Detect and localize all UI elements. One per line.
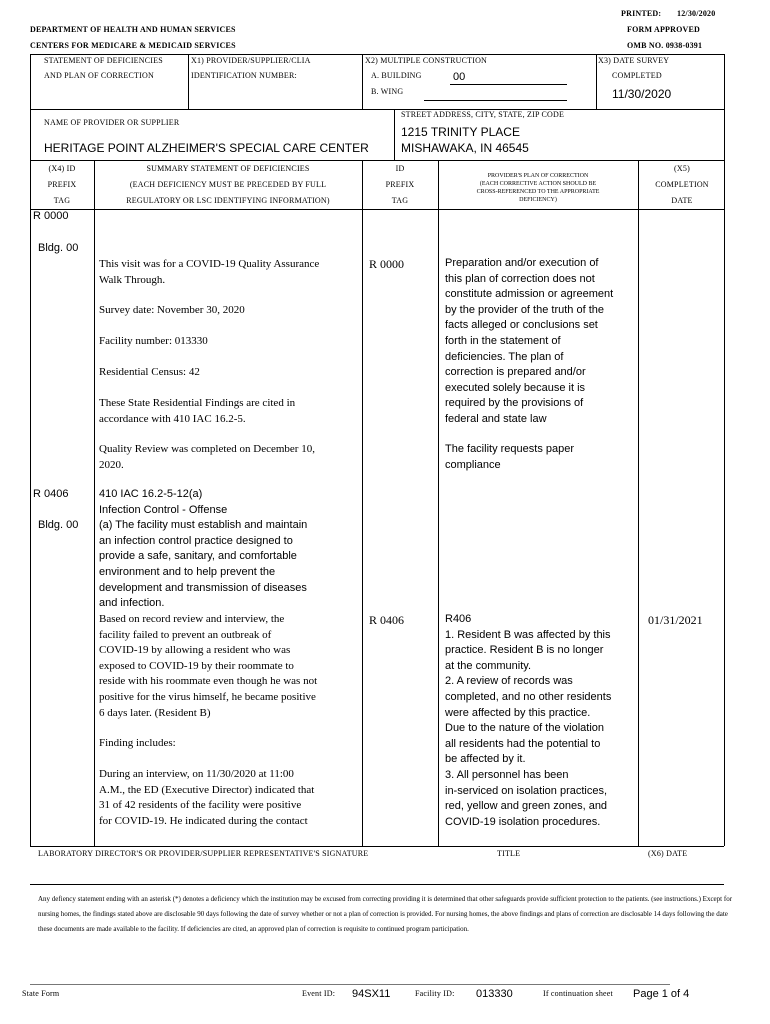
building-underline	[450, 84, 567, 85]
summary-para: This visit was for a COVID-19 Quality Assurance Walk Through.	[99, 258, 320, 286]
x1-label: X1) PROVIDER/SUPPLIER/CLIA	[191, 56, 311, 65]
summary-para: During an interview, on 11/30/2020 at 11:00 A.M., the ED (Executive Director) indicated that 31 of 42 residents of the facility were positive for COVID-19. He indicated during the contact	[99, 768, 315, 827]
tag-r0000: R 0000	[33, 210, 69, 222]
x3-label: X3) DATE SURVEY	[598, 56, 670, 65]
completed-label: COMPLETED	[612, 71, 662, 80]
regulation-text: 410 IAC 16.2-5-12(a) Infection Control - Offense (a) The facility must establish and maintain an infection control practice designed to provide a safe, sanitary, and comfortable environment and to help prevent the development and transmission of diseases and infection.	[99, 488, 308, 610]
department-name: DEPARTMENT OF HEALTH AND HUMAN SERVICES	[30, 25, 236, 34]
plan-header: PROVIDER'S PLAN OF CORRECTION	[487, 173, 589, 179]
rule	[30, 209, 724, 210]
address-city: MISHAWAKA, IN 46545	[401, 141, 529, 155]
building-value: 00	[453, 71, 466, 83]
omb-number: OMB NO. 0938-0391	[627, 41, 703, 50]
id-header: ID	[395, 164, 405, 173]
id-tag-header: TAG	[391, 196, 409, 205]
plan-subheader: (EACH CORRECTIVE ACTION SHOULD BE	[479, 181, 597, 187]
summary-para: Facility number: 013330	[99, 335, 208, 347]
disclaimer-text: Any defiency statement ending with an asterisk (*) denotes a deficiency which the institution may be excused from correcting providing it is determined that other safeguards provide sufficient protection to the patients. (see instructions.) Except for nursing homes, the findings stated above are disclosable 90 days following the date of survey whether or not a plan of correction is provided. For nursing homes, the above findings and plans of correction are disclosable 14 days following the date these documents are made available to the facility. If deficiencies are cited, an approved plan of correction is requisite to continued program participation.	[38, 895, 733, 933]
building-label: A. BUILDING	[371, 71, 422, 80]
rule	[30, 884, 724, 885]
x4-tag-header: TAG	[53, 196, 71, 205]
rule	[188, 54, 189, 109]
summary-para: These State Residential Findings are cited in accordance with 410 IAC 16.2-5.	[99, 397, 296, 425]
address-label: STREET ADDRESS, CITY, STATE, ZIP CODE	[401, 110, 565, 119]
summary-para: Finding includes:	[99, 737, 176, 749]
id-tag-r0406: R 0406	[369, 613, 405, 627]
rule	[30, 54, 724, 55]
completion-date: 01/31/2021	[648, 613, 703, 627]
rule	[94, 160, 95, 846]
date-label: (X6) DATE	[648, 849, 688, 858]
rule	[362, 160, 363, 846]
building-tag: Bldg. 00	[38, 519, 79, 531]
state-form-label: State Form	[22, 989, 60, 998]
rule	[30, 54, 31, 160]
date-header: DATE	[671, 196, 693, 205]
rule	[638, 160, 639, 846]
statement-label: STATEMENT OF DEFICIENCIES	[44, 56, 163, 65]
rule	[30, 109, 724, 110]
rule	[30, 160, 724, 161]
rule	[596, 54, 597, 109]
rule	[438, 160, 439, 846]
plan-block-2: R406 1. Resident B was affected by this practice. Resident B is no longer at the community. 2. A review of records was completed, and no other residents were affected by this practice. Due to the nature of the violation all residents had the potential to be affected by it. 3. All personnel has been in-serviced on isolation practices, red, yellow and green zones, and COVID-19 isolation procedures.	[445, 613, 612, 828]
summary-subheader: REGULATORY OR LSC IDENTIFYING INFORMATION)	[126, 196, 330, 205]
page-number: Page 1 of 4	[633, 988, 690, 1000]
survey-date-value: 11/30/2020	[612, 87, 672, 101]
facility-id-value: 013330	[476, 988, 513, 1000]
title-label: TITLE	[497, 849, 521, 858]
provider-name: HERITAGE POINT ALZHEIMER'S SPECIAL CARE CENTER	[44, 141, 369, 155]
printed-date: 12/30/2020	[677, 9, 716, 18]
summary-para: Survey date: November 30, 2020	[99, 304, 245, 316]
summary-para: Residential Census: 42	[99, 366, 200, 378]
summary-header: SUMMARY STATEMENT OF DEFICIENCIES	[146, 164, 310, 173]
wing-label: B. WING	[371, 87, 404, 96]
x5-header: (X5)	[674, 164, 690, 173]
rule	[30, 846, 724, 847]
event-id-value: 94SX11	[352, 988, 391, 1000]
form-approved: FORM APPROVED	[627, 25, 701, 34]
building-tag: Bldg. 00	[38, 242, 79, 254]
plan-para: Preparation and/or execution of this plan of correction does not constitute admission or agreement by the provider of the truth of the facts alleged or conclusions set forth in the statement of deficiencies. The plan of correction is prepared and/or executed solely because it is required by the provisions of federal and state law	[445, 257, 614, 425]
summary-subheader: (EACH DEFICIENCY MUST BE PRECEDED BY FULL	[129, 180, 327, 189]
rule	[362, 54, 363, 109]
plan-label: AND PLAN OF CORRECTION	[44, 71, 154, 80]
id-prefix-header: PREFIX	[385, 180, 415, 189]
provider-name-label: NAME OF PROVIDER OR SUPPLIER	[44, 118, 180, 127]
centers-name: CENTERS FOR MEDICARE & MEDICAID SERVICES	[30, 41, 236, 50]
rule	[394, 109, 395, 160]
rule	[30, 160, 31, 846]
address-street: 1215 TRINITY PLACE	[401, 125, 520, 139]
signature-label: LABORATORY DIRECTOR'S OR PROVIDER/SUPPLIER REPRESENTATIVE'S SIGNATURE	[38, 849, 369, 858]
rule	[724, 54, 725, 160]
facility-id-label: Facility ID:	[415, 989, 455, 998]
plan-subheader: CROSS-REFERENCED TO THE APPROPRIATE	[476, 189, 600, 195]
continuation-label: If continuation sheet	[543, 989, 613, 998]
plan-subheader: DEFICIENCY)	[519, 197, 557, 203]
id-tag-r0000: R 0000	[369, 257, 405, 271]
rule	[724, 160, 725, 846]
printed-label: PRINTED:	[621, 9, 662, 18]
identification-label: IDENTIFICATION NUMBER:	[191, 71, 297, 80]
x4-prefix-header: PREFIX	[47, 180, 77, 189]
plan-para: The facility requests paper compliance	[445, 443, 575, 471]
summary-para: Quality Review was completed on December 10, 2020.	[99, 443, 315, 471]
x4-id-header: (X4) ID	[48, 164, 76, 173]
footer-rule	[30, 984, 670, 985]
summary-para: Based on record review and interview, the facility failed to prevent an outbreak of COVID-19 by allowing a resident who was exposed to COVID-19 by their roommate to reside with his roommate even though he was not positive for the virus himself, he became positive 6 days later. (Resident B)	[99, 613, 318, 719]
completion-header: COMPLETION	[655, 180, 709, 189]
event-id-label: Event ID:	[302, 989, 336, 998]
wing-underline	[424, 100, 567, 101]
x2-label: X2) MULTIPLE CONSTRUCTION	[365, 56, 488, 65]
tag-r0406: R 0406	[33, 488, 69, 500]
